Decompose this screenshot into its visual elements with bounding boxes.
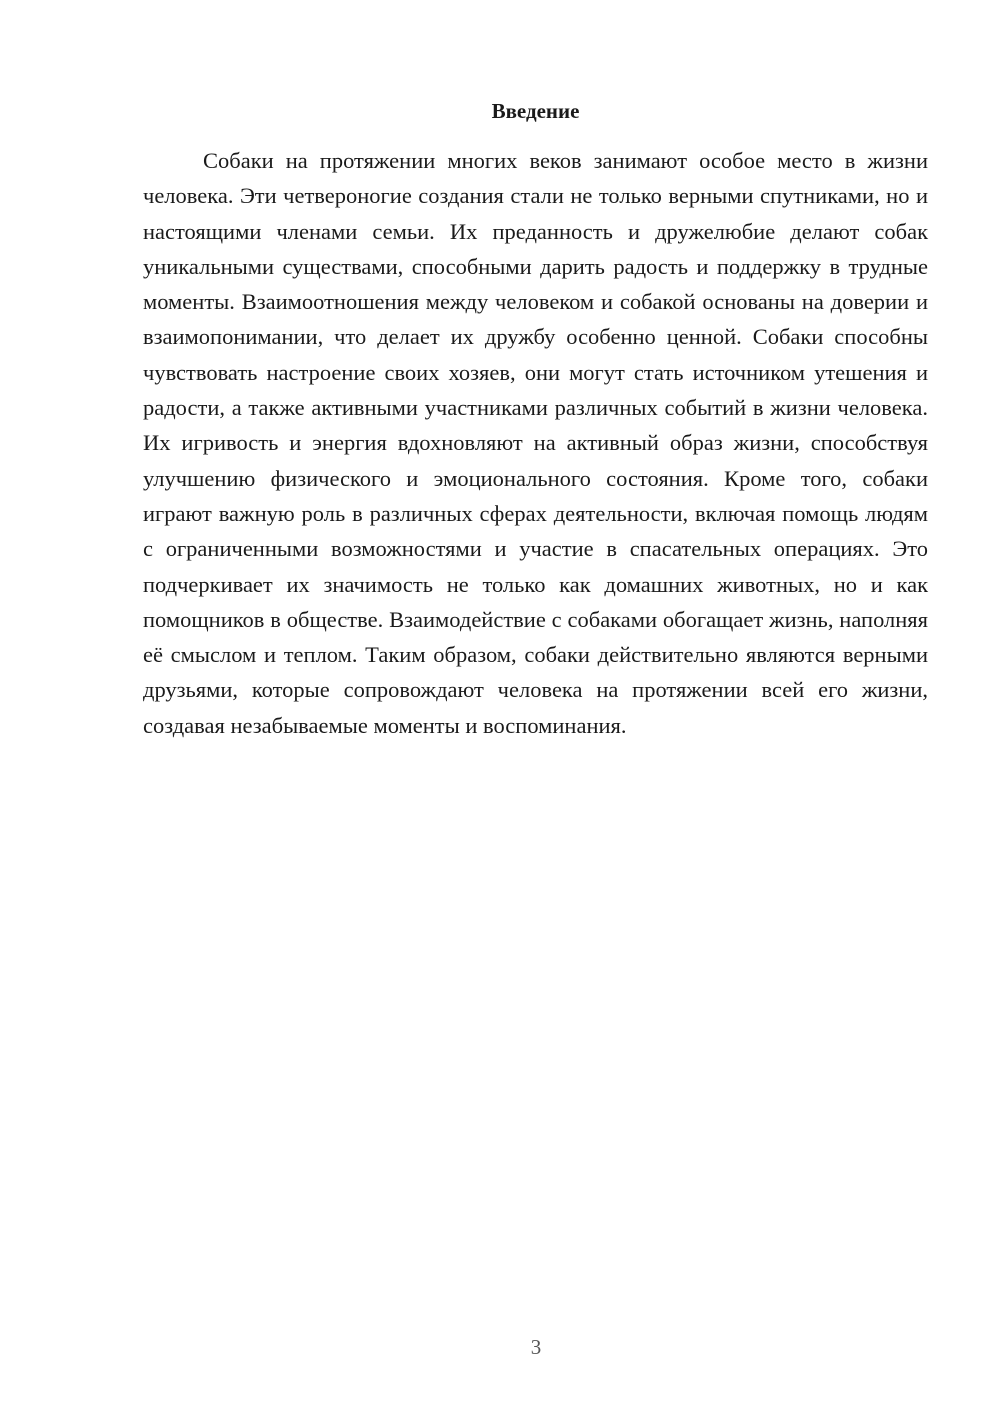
- section-heading: Введение: [491, 99, 580, 123]
- page-number: 3: [530, 1335, 542, 1359]
- body-paragraph: Собаки на протяжении многих веков занимают особое место в жизни человека. Эти четвероногие создания стали не только верными спутниками, но и настоящими членами семьи. Их преданность и дружелюбие делают собак уникальными существами, способными дарить радость и поддержку в трудные моменты. Взаимоотношения между человеком и собакой основаны на доверии и взаимопонимании, что делает их дружбу особенно ценной. Собаки способны чувствовать настроение своих хозяев, они могут стать источником утешения и радости, а также активными участниками различных событий в жизни человека. Их игривость и энергия вдохновляют на активный образ жизни, способствуя улучшению физического и эмоционального состояния. Кроме того, собаки играют важную роль в различных сферах деятельности, включая помощь людям с ограниченными возможностями и участие в спасательных операциях. Это подчеркивает их значимость не только как домашних животных, но и как помощников в обществе. Взаимодействие с собаками обогащает жизнь, наполняя её смыслом и теплом. Таким образом, собаки действительно являются верными друзьями, которые сопровождают человека на протяжении всей его жизни, создавая незабываемые моменты и воспоминания.: [143, 148, 928, 738]
